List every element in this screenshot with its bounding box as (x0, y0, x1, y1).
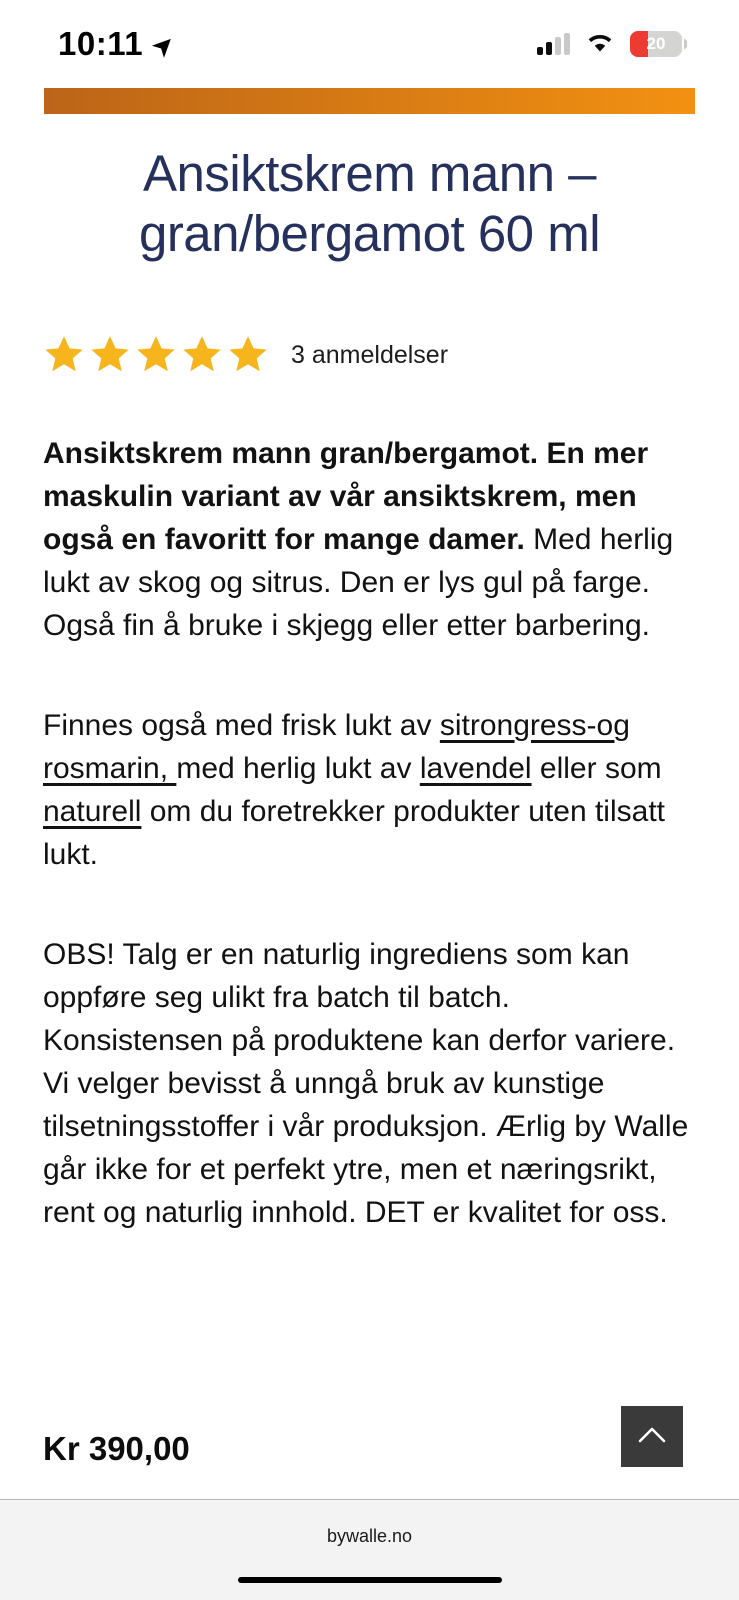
product-price: Kr 390,00 (43, 1430, 190, 1467)
star-icon (181, 334, 223, 376)
wifi-icon (584, 30, 616, 59)
accent-bar (44, 88, 695, 114)
inline-link[interactable]: lavendel (419, 752, 532, 785)
page-title: Ansiktskrem mann – gran/bergamot 60 ml (138, 145, 601, 262)
chevron-up-icon (635, 1424, 669, 1449)
browser-bottom-bar (0, 1499, 739, 1600)
inline-link[interactable]: sitrongress-og rosmarin, (43, 709, 630, 785)
star-icon (135, 334, 177, 376)
product-description (43, 432, 693, 1234)
description-paragraph: Finnes også med frisk lukt av sitrongress-og rosmarin, med herlig lukt av lavendel eller som naturell om du foretrekker produkter uten tilsatt lukt. (43, 709, 665, 871)
review-count-label[interactable]: 3 anmeldelser (291, 340, 449, 369)
status-bar (0, 0, 739, 66)
battery-fill (630, 31, 648, 57)
star-rating (43, 334, 269, 376)
inline-link[interactable]: naturell (43, 795, 142, 828)
star-icon (43, 334, 85, 376)
rating-row[interactable] (43, 334, 739, 376)
scroll-to-top-button[interactable] (621, 1406, 683, 1467)
cellular-signal-icon (537, 33, 570, 55)
status-right (537, 30, 687, 59)
location-arrow-icon: ➤ (144, 26, 183, 64)
price-row (43, 1406, 683, 1468)
description-paragraph: OBS! Talg er en naturlig ingrediens som kan oppføre seg ulikt fra batch til batch. Konsistensen på produktene kan derfor variere. Vi velger bevisst å unngå bruk av kunstige tilsetningsstoffer i vår produksjon. Ærlig by Walle går ikke for et perfekt ytre, men et næringsrikt, rent og naturlig innhold. DET er kvalitet for oss. (43, 938, 689, 1229)
star-icon (227, 334, 269, 376)
star-icon (89, 334, 131, 376)
clock: 10:11 (58, 25, 144, 62)
description-paragraph: Ansiktskrem mann gran/bergamot. En mer maskulin variant av vår ansiktskrem, men også en favoritt for mange damer. Med herlig lukt av skog og sitrus. Den er lys gul på farge. Også fin å bruke i skjegg eller etter barbering. (43, 437, 674, 642)
home-indicator[interactable] (238, 1577, 502, 1583)
address-bar[interactable]: bywalle.no (326, 1526, 413, 1546)
battery-icon (630, 31, 687, 57)
battery-percent: 20 (646, 34, 666, 53)
status-left (58, 25, 183, 64)
